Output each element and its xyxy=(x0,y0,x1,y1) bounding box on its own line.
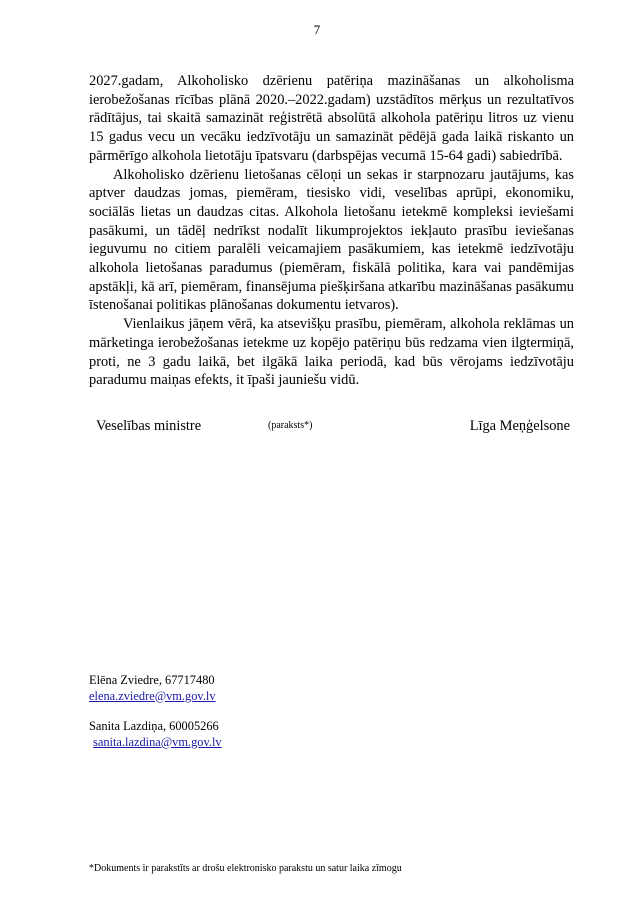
contacts-block xyxy=(89,673,222,765)
paragraph-causes: Alkoholisko dzērienu lietošanas cēloņi un sekas ir starpnozaru jautājums, kas aptver daudzas jomas, piemēram, tiesisko vidi, veselības aprūpi, ekonomiku, sociālās lietas un daudzas citas. Alkohola lietošanu ietekmē kompleksi ieviešami pasākumi, un tādēļ nedrīkst nodalīt likumprojektos iekļauto prasību ieviešanas ieguvumu no citiem paralēli veicamajiem pasākumiem, kas ietekmē iedzīvotāju alkohola lietošanas paradumus (piemēram, fiskālā politika, kara vai pandēmijas apstākļi, kā arī, piemēram, finansējuma piešķiršana atkarību mazināšanas pasākumu īstenošanai politikas plānošanas dokumentu ietvaros). xyxy=(89,166,574,314)
contact-entry xyxy=(89,719,222,750)
signature-footnote: *Dokuments ir parakstīts ar drošu elektronisko parakstu un satur laika zīmogu xyxy=(89,863,402,874)
page-number: 7 xyxy=(313,22,321,37)
document-body xyxy=(89,72,574,390)
paragraph-continuation: 2027.gadam, Alkoholisko dzērienu patēriņa mazināšanas un alkoholisma ierobežošanas rīcības plānā 2020.–2022.gadam) uzstādītos mērķus un rezultatīvos rādītājus, tai skaitā samazināt reģistrētā absolūtā alkohola patēriņu litros uz vienu 15 gadus vecu un vecāku iedzīvotāju un samazināt pēdējā gada laikā riskanto un pārmērīgo alkohola lietotāju īpatsvaru (darbspējas vecumā 15-64 gadi) sabiedrībā. xyxy=(89,73,574,164)
contact-name-phone: Elēna Zviedre, 67717480 xyxy=(89,673,215,687)
signature-mark: (paraksts*) xyxy=(268,420,313,431)
signatory-name: Līga Meņģelsone xyxy=(469,418,570,434)
signatory-role: Veselības ministre xyxy=(96,418,202,434)
paragraph-long-term: Vienlaikus jāņem vērā, ka atsevišķu prasību, piemēram, alkohola reklāmas un mārketinga ierobežošanas ietekme uz kopējo patēriņu būs redzama vien ilgtermiņā, proti, ne 3 gadu laikā, bet ilgākā laika periodā, kad būs vērojams iedzīvotāju paradumu maiņas efekts, it īpaši jauniešu vidū. xyxy=(89,316,574,389)
contact-email-link[interactable]: sanita.lazdina@vm.gov.lv xyxy=(93,734,222,749)
signature-block xyxy=(96,418,570,440)
contact-email-link[interactable]: elena.zviedre@vm.gov.lv xyxy=(89,688,216,703)
contact-entry xyxy=(89,673,222,704)
contact-name-phone: Sanita Lazdiņa, 60005266 xyxy=(89,719,219,733)
